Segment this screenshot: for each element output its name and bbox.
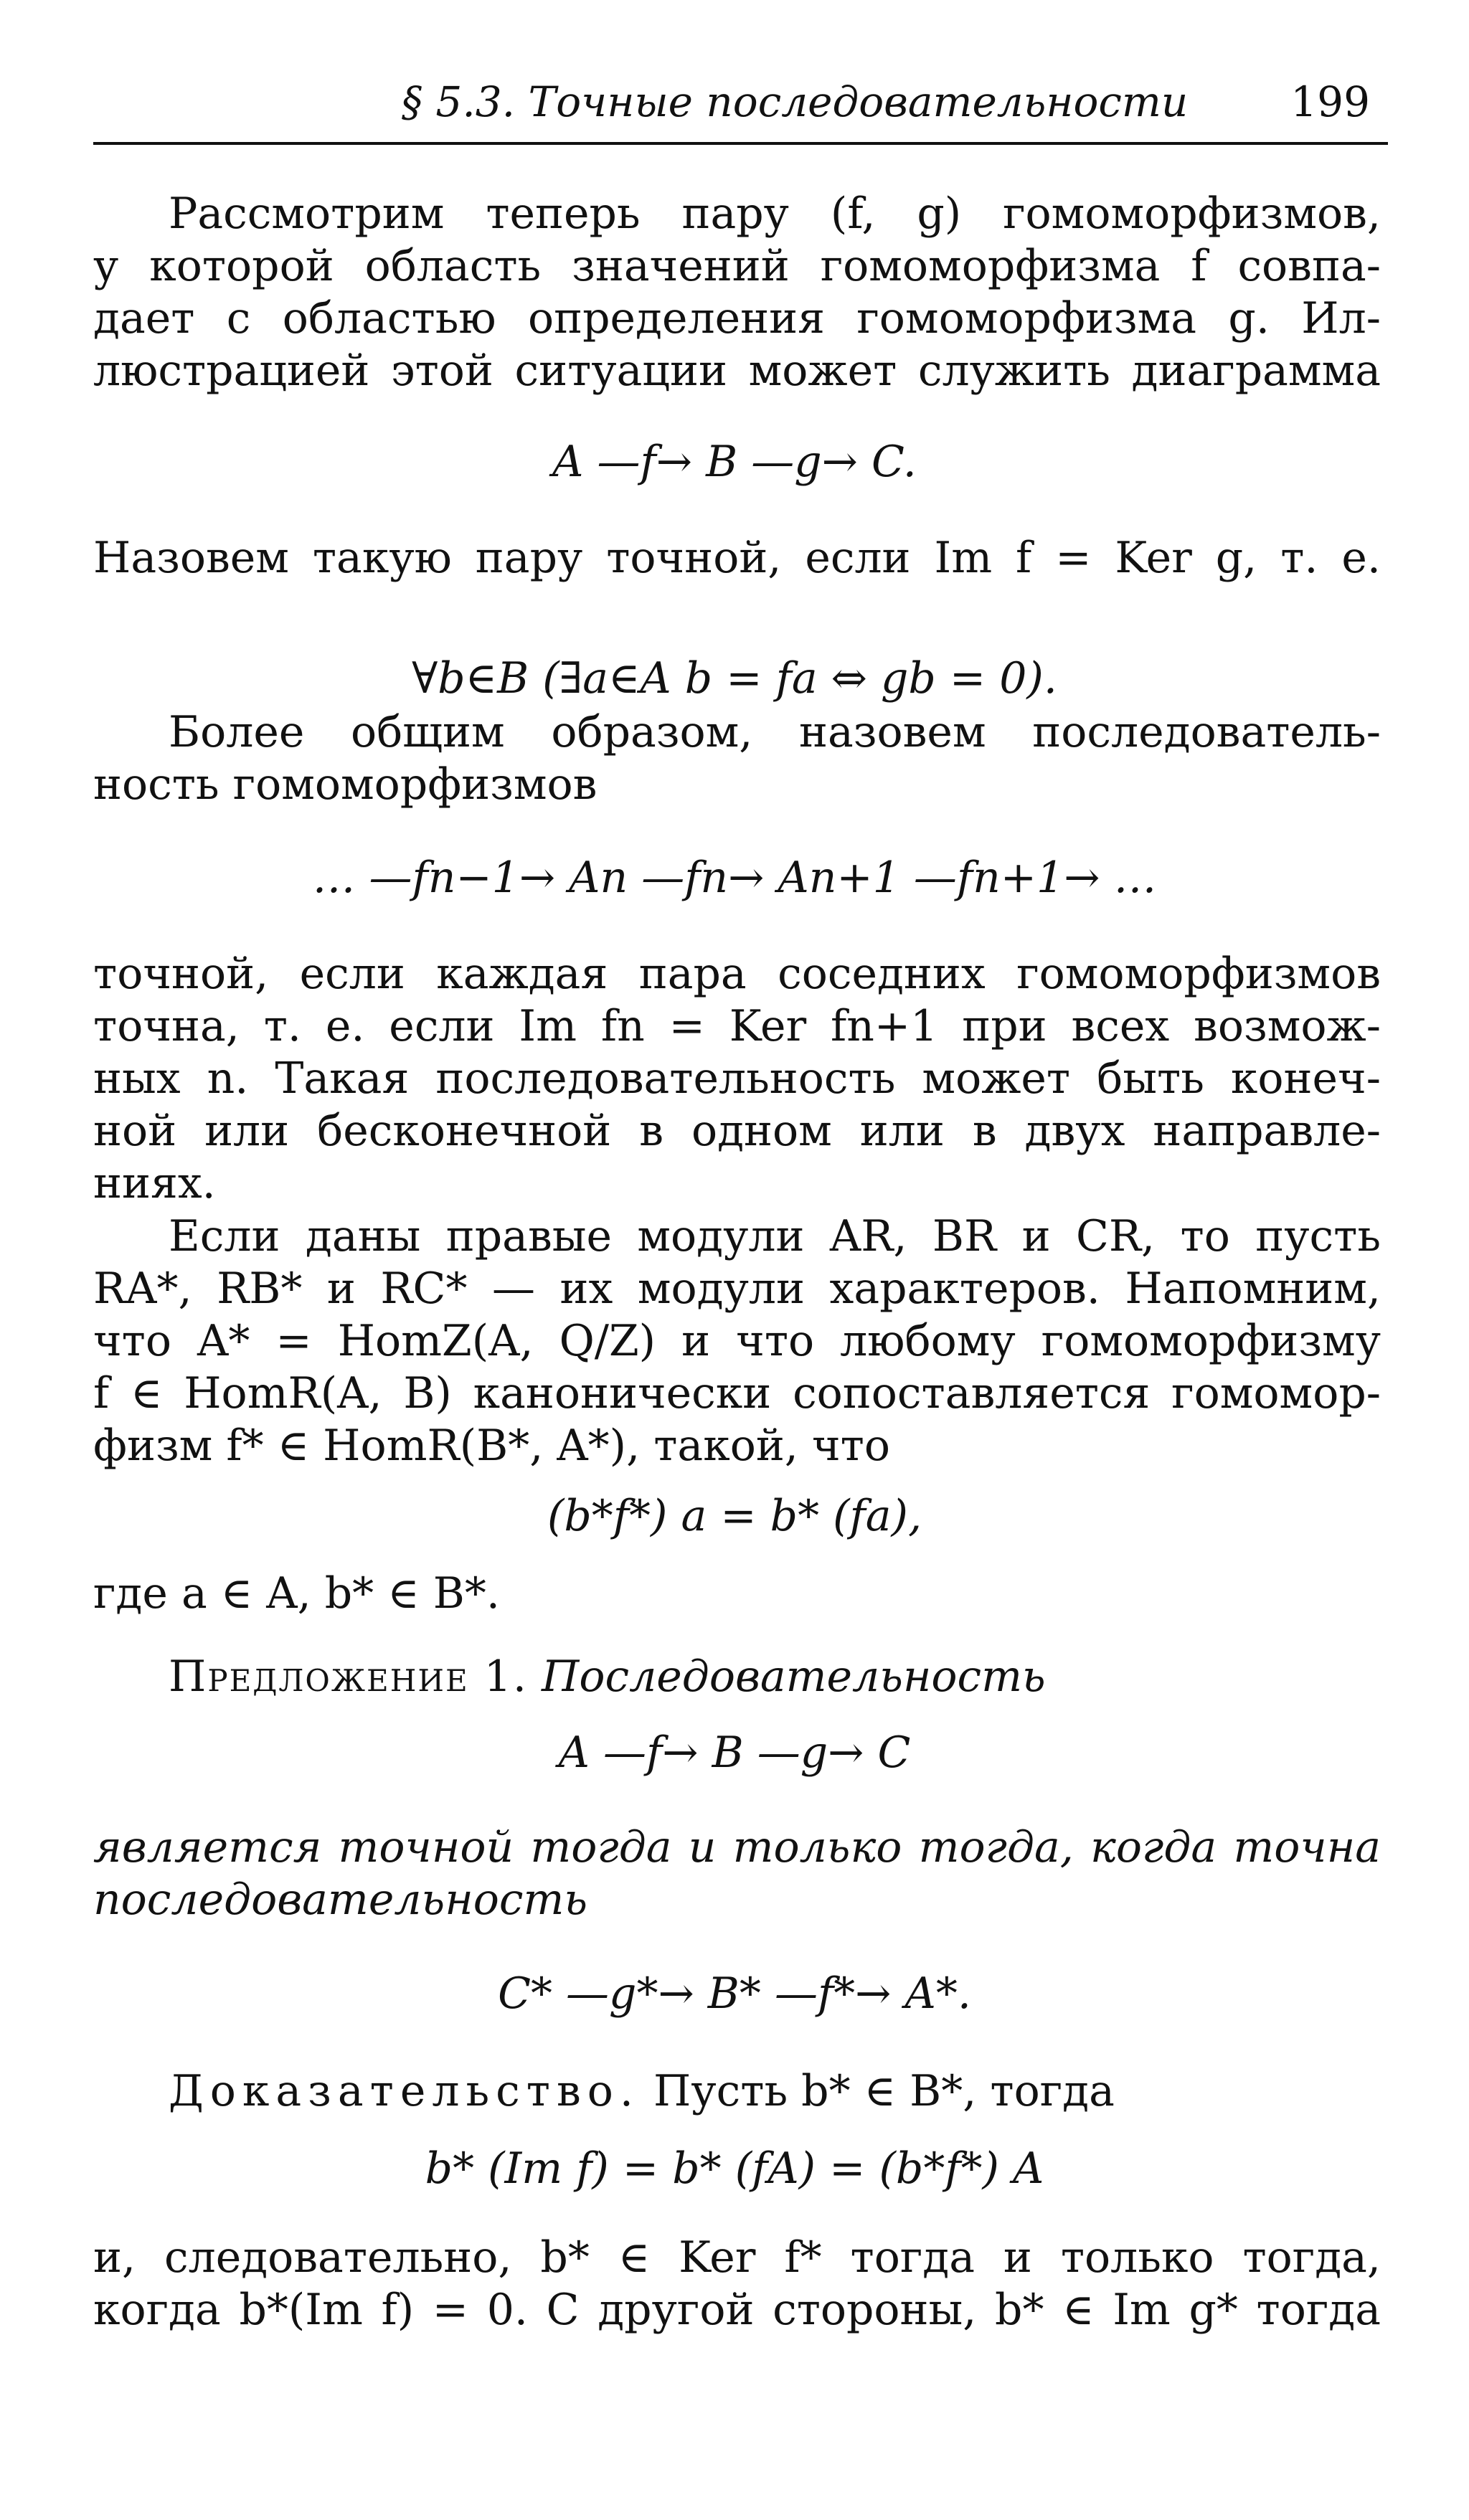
formula-exactness-condition: ∀b∈B (∃a∈A b = fa ⇔ gb = 0). bbox=[412, 653, 1057, 704]
proof bbox=[93, 2065, 1381, 2118]
text-line: что A* = HomZ(A, Q/Z) и что любому гомоморфизму bbox=[93, 1316, 1381, 1366]
text-line: точна, т. е. если Im fn = Ker fn+1 при всех возмож- bbox=[93, 1001, 1381, 1051]
proof-label: Доказательство. bbox=[169, 2066, 640, 2116]
text-line: люстрацией этой ситуации может служить диаграмма bbox=[93, 346, 1381, 396]
paragraph-8 bbox=[93, 2232, 1381, 2336]
proposition-label: Предложение 1. bbox=[169, 1652, 528, 1702]
text-line: точной, если каждая пара соседних гомоморфизмов bbox=[93, 949, 1381, 999]
text-line: физм f* ∈ HomR(B*, A*), такой, что bbox=[93, 1421, 890, 1471]
text-line bbox=[93, 2065, 1381, 2118]
paragraph-7 bbox=[93, 1822, 1381, 1926]
text-line: является точной тогда и только тогда, когда точна bbox=[93, 1822, 1381, 1872]
header-rule bbox=[93, 142, 1388, 145]
formula-proposition-sequence: A —f→ B —g→ C bbox=[558, 1728, 911, 1778]
proposition-1 bbox=[93, 1651, 1381, 1703]
formula-dual-sequence: C* —g*→ B* —f*→ A*. bbox=[498, 1969, 971, 2019]
text-line: Рассмотрим теперь пару (f, g) гомоморфизмов, bbox=[169, 189, 1381, 239]
running-header bbox=[93, 77, 1384, 135]
text-line: и, следовательно, b* ∈ Ker f* тогда и только тогда, bbox=[93, 2232, 1381, 2283]
formula-character-map: (b*f*) a = b* (fa), bbox=[547, 1491, 922, 1541]
paragraph-2 bbox=[93, 532, 1381, 584]
paragraph-6 bbox=[93, 1568, 1381, 1620]
text-line: ниях. bbox=[93, 1158, 216, 1208]
text-line: Если даны правые модули AR, BR и CR, то пусть bbox=[169, 1211, 1381, 1261]
text-line: RA*, RB* и RC* — их модули характеров. Напомним, bbox=[93, 1264, 1381, 1314]
paragraph-1 bbox=[93, 188, 1381, 397]
formula-sequence: … —fn−1→ An —fn→ An+1 —fn+1→ … bbox=[312, 853, 1157, 903]
text-line: последовательность bbox=[93, 1875, 588, 1925]
text-line: Более общим образом, назовем последователь- bbox=[169, 707, 1381, 757]
text-line: где a ∈ A, b* ∈ B*. bbox=[93, 1568, 500, 1619]
proof-text: Пусть b* ∈ B*, тогда bbox=[653, 2066, 1115, 2116]
proposition-text: Последовательность bbox=[542, 1652, 1046, 1702]
paragraph-5 bbox=[93, 1211, 1381, 1472]
text-line: ных n. Такая последовательность может быть конеч- bbox=[93, 1053, 1381, 1104]
text-line: у которой область значений гомоморфизма f совпа- bbox=[93, 241, 1381, 291]
section-title: § 5.3. Точные последовательности bbox=[402, 77, 1189, 126]
text-line: f ∈ HomR(A, B) канонически сопоставляется гомомор- bbox=[93, 1368, 1381, 1418]
formula-diagram-abc: A —f→ B —g→ C. bbox=[552, 437, 917, 487]
paragraph-3 bbox=[93, 706, 1381, 811]
page-number: 199 bbox=[1290, 77, 1370, 126]
text-line: дает с областью определения гомоморфизма g. Ил- bbox=[93, 293, 1381, 344]
text-line: ность гомоморфизмов bbox=[93, 759, 597, 810]
text-line: когда b*(Im f) = 0. С другой стороны, b* ∈ Im g* тогда bbox=[93, 2285, 1381, 2335]
text-line: ной или бесконечной в одном или в двух направле- bbox=[93, 1106, 1381, 1156]
formula-proof: b* (Im f) = b* (fA) = (b*f*) A bbox=[425, 2144, 1044, 2194]
paragraph-4 bbox=[93, 948, 1381, 1210]
text-line bbox=[93, 1651, 1381, 1703]
text-line: Назовем такую пару точной, если Im f = Ker g, т. е. bbox=[93, 533, 1381, 583]
